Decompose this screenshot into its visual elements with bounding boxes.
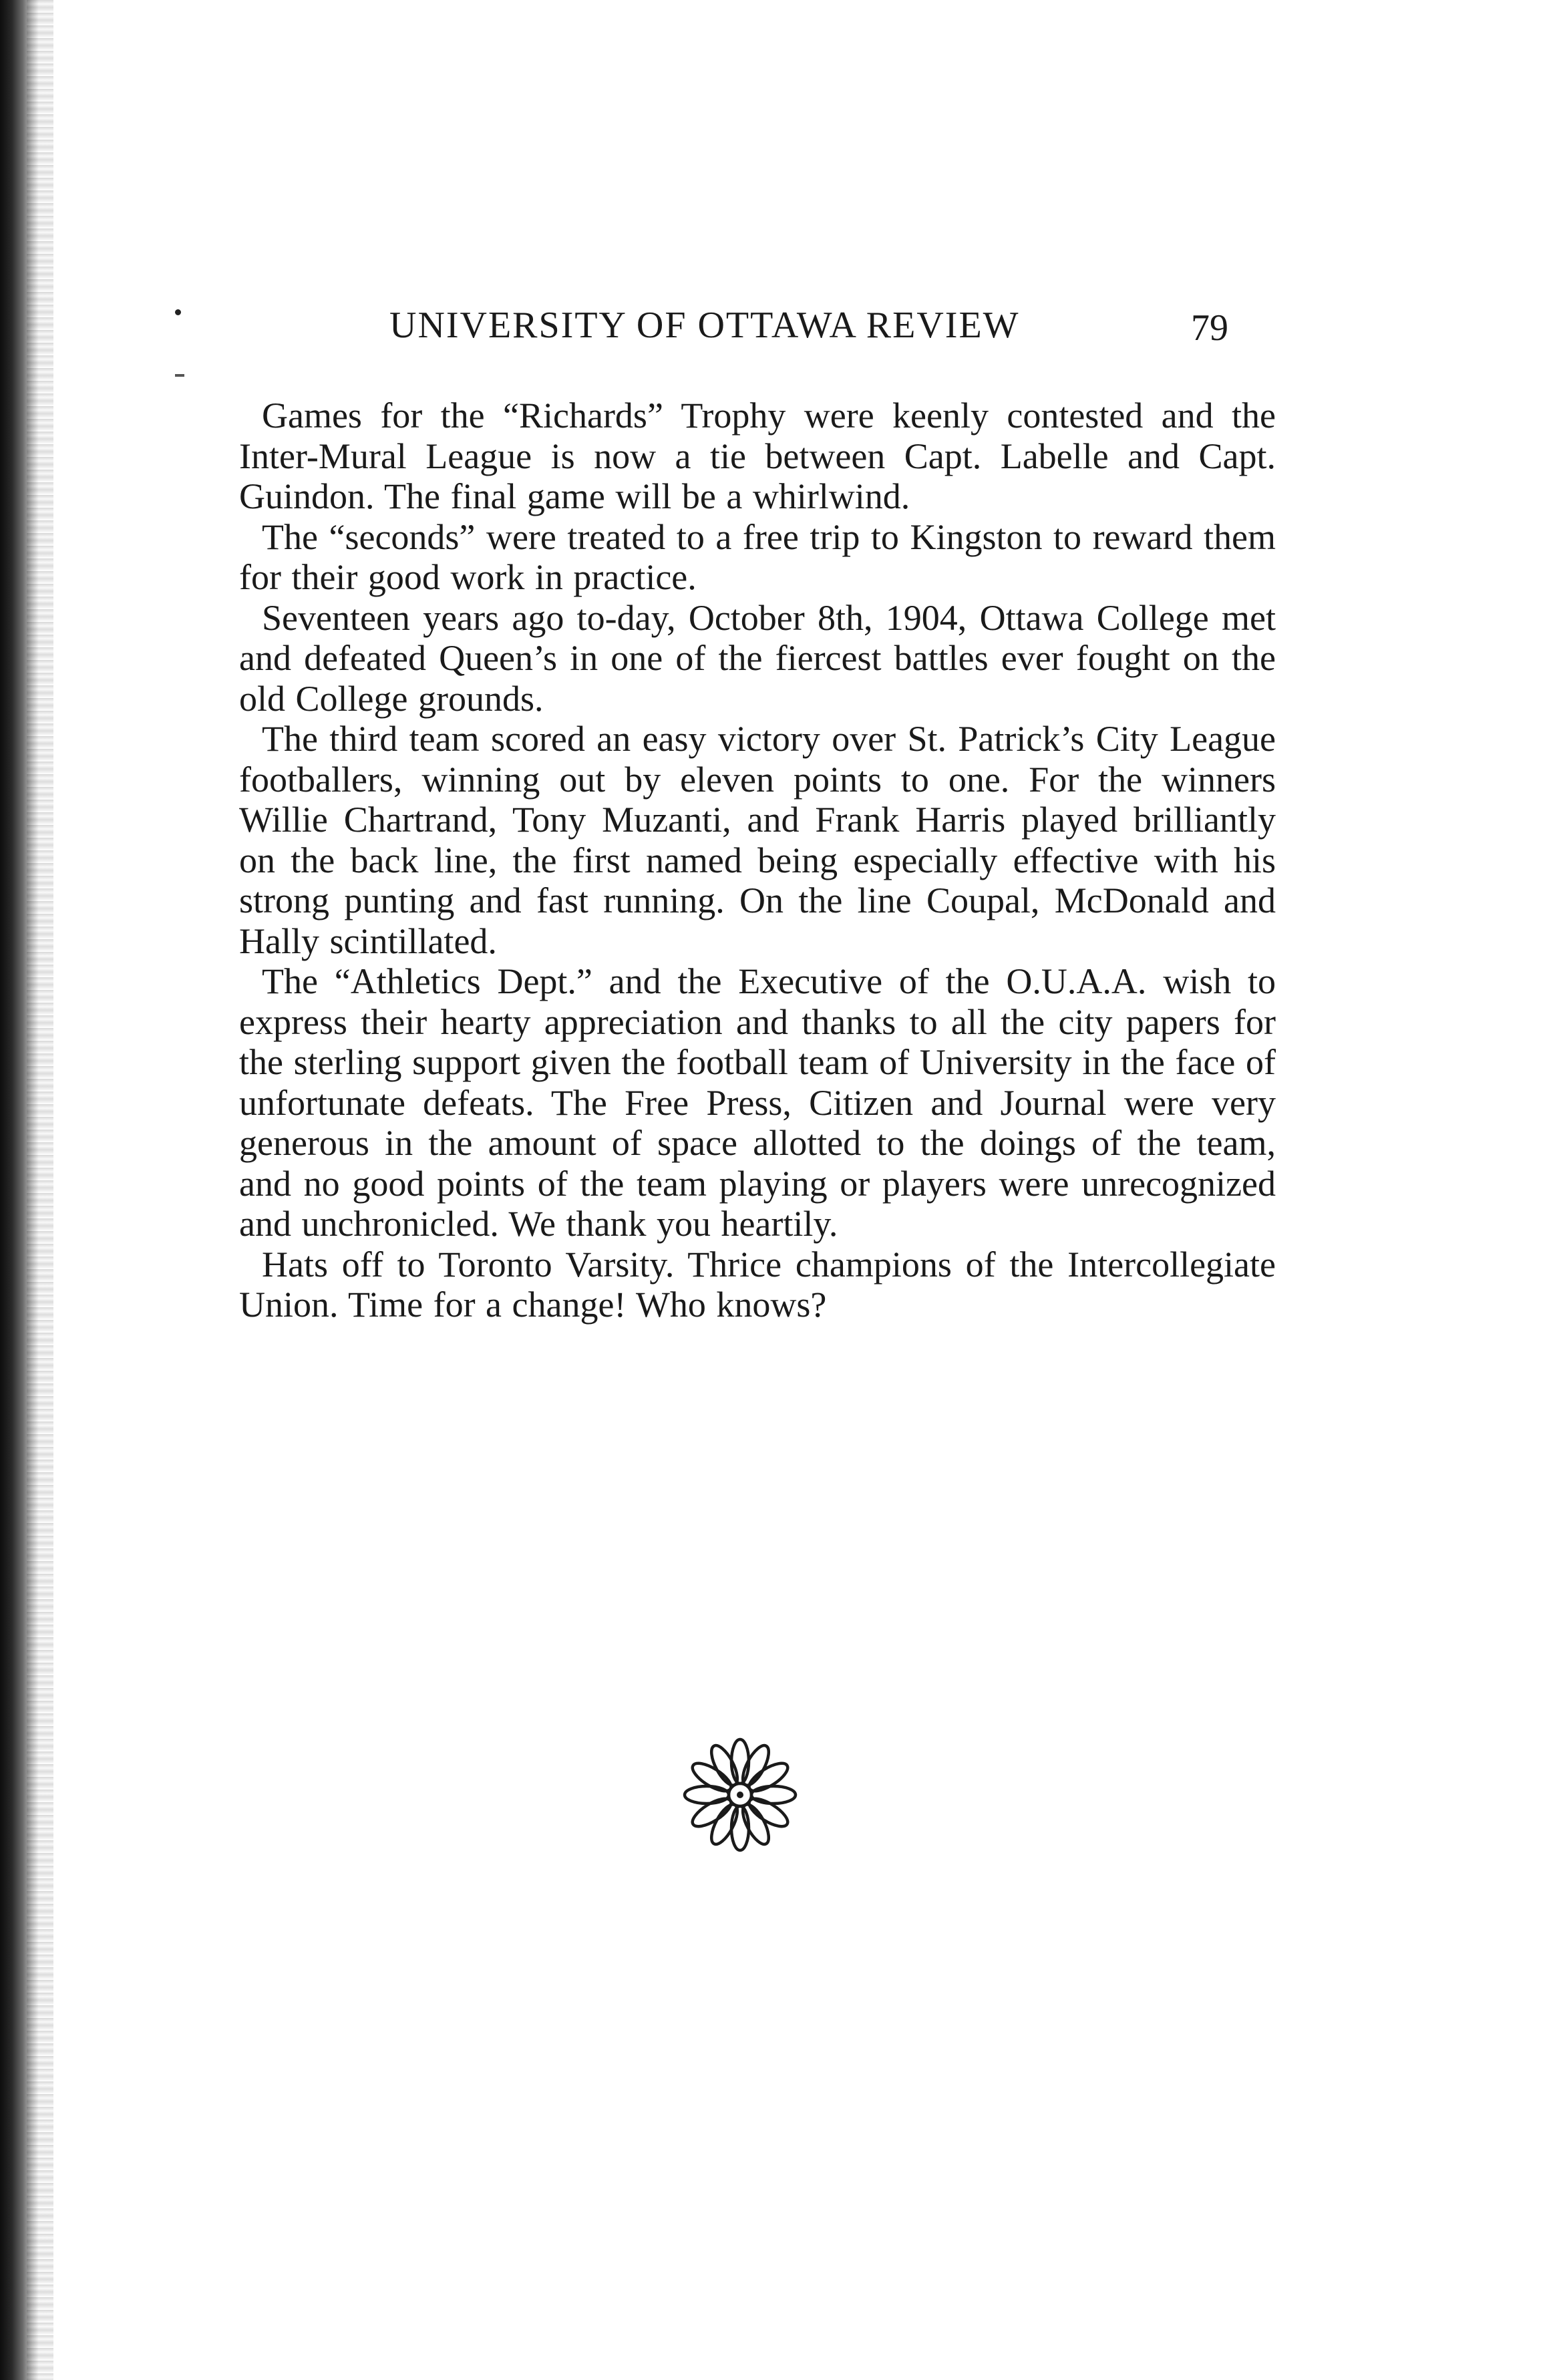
paragraph: Hats off to Toronto Varsity. Thrice champions of the Intercollegiate Union. Time for a change! Who knows? (239, 1244, 1276, 1325)
paragraph: Seventeen years ago to-day, October 8th, 1904, Ottawa College met and defeated Queen’s in one of the fiercest battles ever fought on the old College grounds. (239, 597, 1276, 719)
running-title: UNIVERSITY OF OTTAWA REVIEW (389, 305, 1020, 346)
stray-print-mark (175, 309, 181, 315)
page-number: 79 (1191, 307, 1228, 349)
paragraph: The “seconds” were treated to a free trip to Kingston to reward them for their good work in practice. (239, 516, 1276, 597)
paragraph: The third team scored an easy victory over St. Patrick’s City League footballers, winning out by eleven points to one. For the winners Willie Chartrand, Tony Muzanti, and Frank Harris played brilliantly on the back line, the first named being especially effective with his strong punting and fast running. On the line Coupal, McDonald and Hally scintillated. (239, 719, 1276, 961)
paragraph: The “Athletics Dept.” and the Executive of the O.U.A.A. wish to express their hearty appreciation and thanks to all the city papers for the sterling support given the football team of University in the face of unfortunate defeats. The Free Press, Citizen and Journal were very generous in the amount of space allotted to the doings of the team, and no good points of the team playing or players were unrecognized and unchronicled. We thank you heartily. (239, 961, 1276, 1244)
stray-dash-mark (175, 374, 184, 377)
scan-binding-speckle (27, 0, 53, 2380)
paragraph: Games for the “Richards” Trophy were keenly contested and the Inter-Mural League is now a tie between Capt. Labelle and Capt. Guindon. The final game will be a whirlwind. (239, 395, 1276, 516)
daisy-ornament-icon (673, 1731, 807, 1858)
article-body (239, 395, 1276, 1325)
